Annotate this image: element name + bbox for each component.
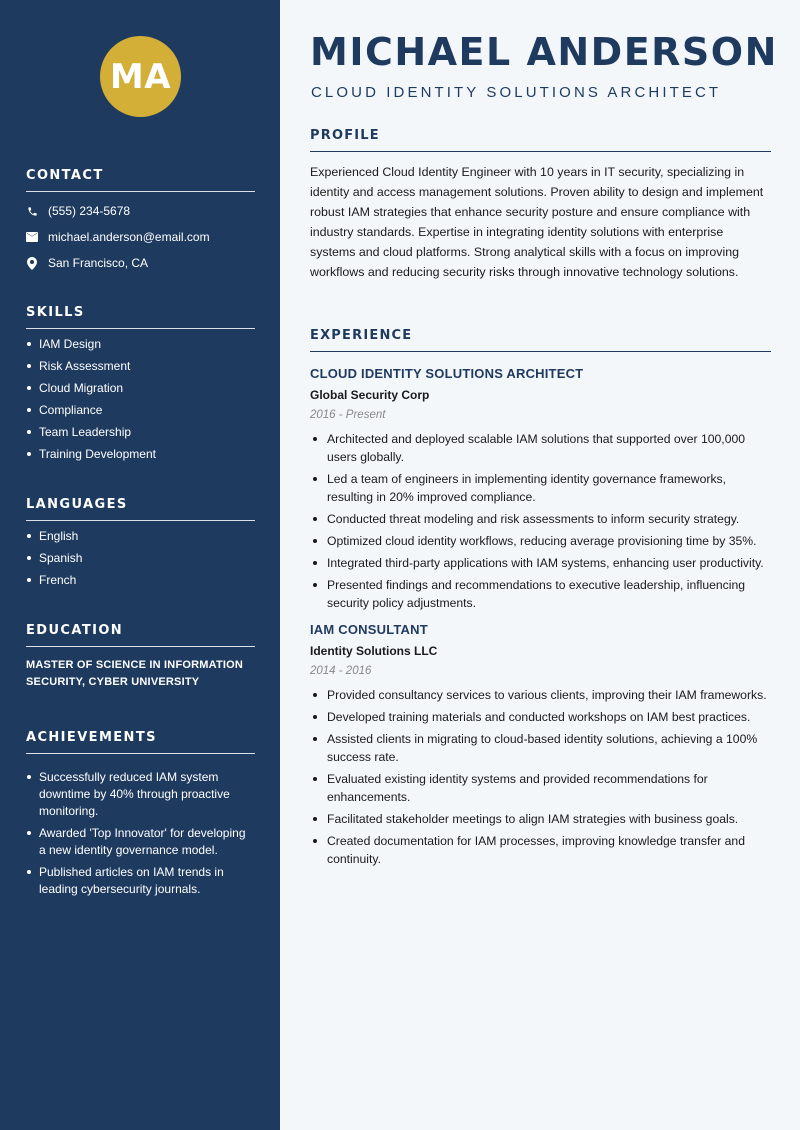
achievement-item: Awarded 'Top Innovator' for developing a new identity governance model.: [26, 825, 255, 859]
skill-item: Risk Assessment: [26, 358, 255, 374]
experience-section: [310, 328, 771, 872]
job-bullet: Developed training materials and conducted workshops on IAM best practices.: [310, 708, 771, 726]
location-pin-icon: [26, 257, 38, 269]
language-item: French: [26, 572, 255, 588]
achievements-list: [26, 769, 255, 898]
skill-item: IAM Design: [26, 336, 255, 352]
skills-section: [26, 305, 255, 468]
avatar: [100, 36, 181, 117]
skill-item: Compliance: [26, 402, 255, 418]
job-title: CLOUD IDENTITY SOLUTIONS ARCHITECT: [310, 366, 584, 381]
achievement-item: Published articles on IAM trends in leading cybersecurity journals.: [26, 864, 255, 898]
job-entry: [310, 622, 771, 868]
skill-item: Training Development: [26, 446, 255, 462]
job-bullet: Presented findings and recommendations to executive leadership, influencing security policy adjustments.: [310, 576, 771, 612]
skills-heading: SKILLS: [26, 305, 255, 329]
language-item: Spanish: [26, 550, 255, 566]
profile-heading: PROFILE: [310, 128, 771, 152]
candidate-name: MICHAEL ANDERSON: [310, 30, 778, 74]
languages-list: [26, 528, 255, 588]
contact-email[interactable]: [26, 224, 255, 250]
job-dates: 2014 - 2016: [310, 665, 372, 677]
candidate-role: CLOUD IDENTITY SOLUTIONS ARCHITECT: [311, 84, 722, 101]
job-dates: 2016 - Present: [310, 409, 386, 421]
job-bullet: Architected and deployed scalable IAM solutions that supported over 100,000 users globally.: [310, 430, 771, 466]
skills-list: [26, 336, 255, 462]
job-bullet: Conducted threat modeling and risk assessments to inform security strategy.: [310, 510, 771, 528]
education-section: [26, 623, 255, 691]
job-bullet: Facilitated stakeholder meetings to align IAM strategies with business goals.: [310, 810, 771, 828]
location-text: San Francisco, CA: [48, 256, 149, 270]
avatar-initials: MA: [109, 56, 172, 97]
education-heading: EDUCATION: [26, 623, 255, 647]
language-item: English: [26, 528, 255, 544]
skill-item: Cloud Migration: [26, 380, 255, 396]
job-bullet: Created documentation for IAM processes, improving knowledge transfer and continuity.: [310, 832, 771, 868]
sidebar: [0, 0, 280, 1130]
languages-section: [26, 497, 255, 594]
job-bullet: Evaluated existing identity systems and provided recommendations for enhancements.: [310, 770, 771, 806]
job-entry: [310, 366, 771, 612]
phone-icon: [26, 205, 38, 217]
achievements-heading: ACHIEVEMENTS: [26, 730, 255, 754]
job-bullets: [310, 430, 771, 612]
job-company: Identity Solutions LLC: [310, 644, 438, 658]
contact-heading: CONTACT: [26, 168, 255, 192]
experience-heading: EXPERIENCE: [310, 328, 771, 352]
job-bullet: Assisted clients in migrating to cloud-based identity solutions, achieving a 100% success rate.: [310, 730, 771, 766]
contact-phone[interactable]: [26, 198, 255, 224]
job-bullets: [310, 686, 771, 868]
achievements-section: [26, 730, 255, 903]
contact-section: [26, 168, 255, 276]
job-bullet: Integrated third-party applications with IAM systems, enhancing user productivity.: [310, 554, 771, 572]
education-degree: MASTER OF SCIENCE IN INFORMATION SECURITY, CYBER UNIVERSITY: [26, 659, 244, 688]
profile-section: [310, 128, 771, 282]
job-bullet: Led a team of engineers in implementing identity governance frameworks, resulting in 20% improved compliance.: [310, 470, 771, 506]
phone-text: (555) 234-5678: [48, 204, 131, 218]
email-text: michael.anderson@email.com: [48, 230, 210, 244]
achievement-item: Successfully reduced IAM system downtime by 40% through proactive monitoring.: [26, 769, 255, 820]
skill-item: Team Leadership: [26, 424, 255, 440]
mail-icon: [26, 231, 38, 243]
contact-location: [26, 250, 255, 276]
profile-text: Experienced Cloud Identity Engineer with 10 years in IT security, specializing in identity and access management solutions. Proven ability to design and implement robust IAM strategies that enhance security posture and ensure compliance with industry standards. Expertise in integrating identity solutions with enterprise systems and cloud platforms. Strong analytical skills with a focus on improving workflows and reducing security risks through innovative technology solutions.: [310, 165, 764, 279]
job-company: Global Security Corp: [310, 388, 430, 402]
job-title: IAM CONSULTANT: [310, 622, 428, 637]
job-bullet: Provided consultancy services to various clients, improving their IAM frameworks.: [310, 686, 771, 704]
job-bullet: Optimized cloud identity workflows, reducing average provisioning time by 35%.: [310, 532, 771, 550]
languages-heading: LANGUAGES: [26, 497, 255, 521]
